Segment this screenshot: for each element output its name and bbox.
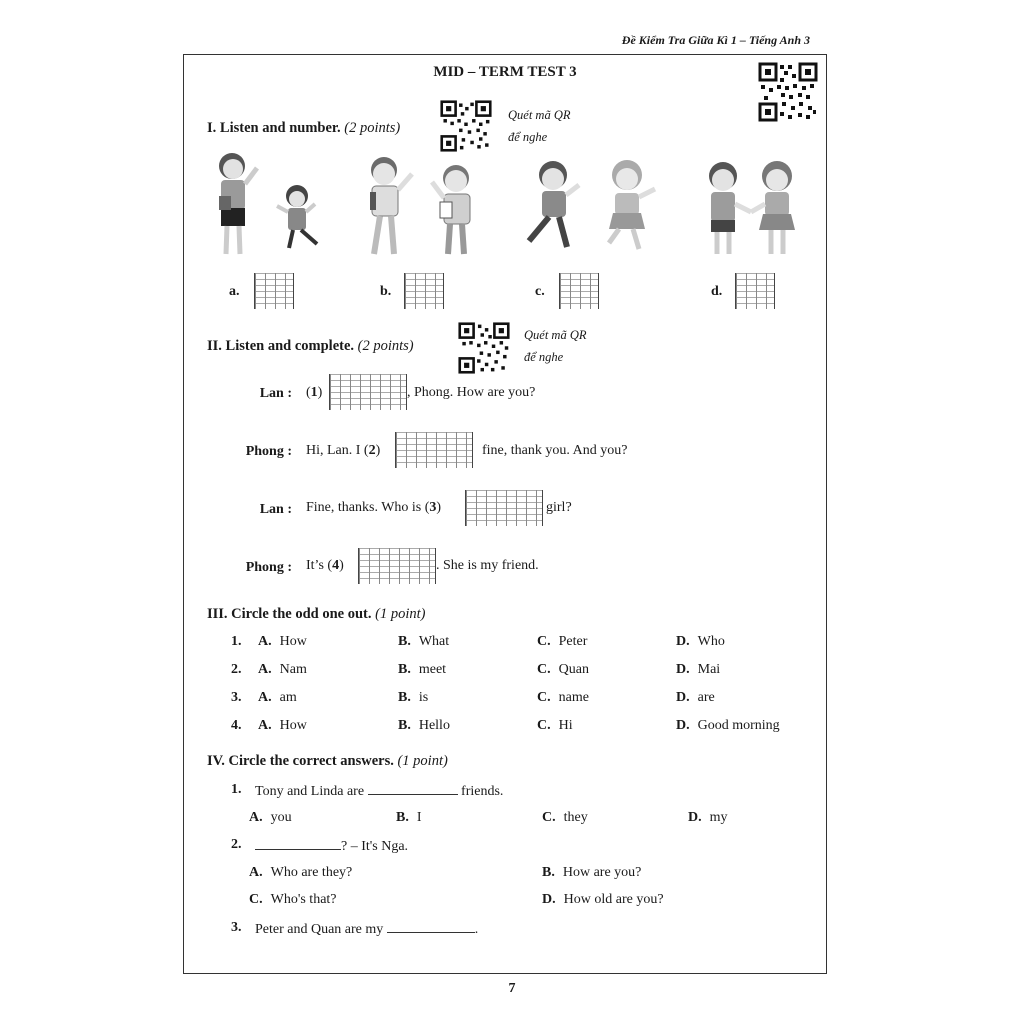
answer-box-a[interactable] xyxy=(254,273,294,309)
section-2-title: II. Listen and complete. xyxy=(207,338,355,354)
question-number: 3. xyxy=(231,920,242,935)
option-text: How xyxy=(279,634,307,649)
option-d[interactable] xyxy=(542,892,664,908)
option-text: Who are they? xyxy=(270,865,353,880)
option-c[interactable] xyxy=(537,718,573,734)
option-letter: C. xyxy=(537,690,551,705)
option-a[interactable] xyxy=(258,690,297,706)
option-a[interactable] xyxy=(249,865,352,881)
option-d[interactable] xyxy=(676,718,780,734)
speaker-lan: Lan : xyxy=(259,502,292,517)
option-letter: B. xyxy=(396,810,409,825)
question-text: Peter and Quan are my xyxy=(255,922,384,937)
option-text: How are you? xyxy=(562,865,642,880)
option-c[interactable] xyxy=(542,810,588,826)
label-b: b. xyxy=(380,284,392,299)
option-b[interactable] xyxy=(398,718,450,734)
option-letter: C. xyxy=(537,634,551,649)
dialogue-text: ( xyxy=(306,385,311,400)
answer-blank[interactable] xyxy=(255,837,341,850)
speaker-lan: Lan : xyxy=(259,386,292,401)
dialogue-text: It’s ( xyxy=(306,558,333,573)
question-text: . xyxy=(474,922,479,937)
section-4-title: IV. Circle the correct answers. xyxy=(207,753,394,769)
question-1-text xyxy=(255,782,503,800)
option-text: Hello xyxy=(418,718,450,733)
option-letter: D. xyxy=(676,634,690,649)
dialogue-line-3-end: girl? xyxy=(546,500,572,515)
option-letter: A. xyxy=(249,810,263,825)
option-text: How old are you? xyxy=(563,892,664,907)
option-letter: B. xyxy=(398,718,411,733)
picture-b-two-boys xyxy=(360,150,485,262)
question-text: friends. xyxy=(461,784,504,799)
answer-box-d[interactable] xyxy=(735,273,775,309)
answer-box-2[interactable] xyxy=(395,432,473,468)
blank-number: 3 xyxy=(429,500,437,515)
section-3-heading xyxy=(207,606,425,623)
test-title: MID – TERM TEST 3 xyxy=(433,64,577,80)
option-text: How xyxy=(279,718,307,733)
option-b[interactable] xyxy=(396,810,422,826)
option-text: meet xyxy=(418,662,447,677)
option-letter: D. xyxy=(688,810,702,825)
option-a[interactable] xyxy=(258,718,307,734)
option-text: Peter xyxy=(558,634,588,649)
question-number: 1. xyxy=(231,634,242,649)
dialogue-text: ) xyxy=(375,443,381,458)
dialogue-line-2 xyxy=(306,443,380,459)
qr-note-line1: Quét mã QR xyxy=(524,328,587,342)
option-b[interactable] xyxy=(398,634,449,650)
qr-note-line1: Quét mã QR xyxy=(508,108,571,122)
picture-a-woman-and-child xyxy=(205,148,335,263)
question-text: ? – It's Nga. xyxy=(341,839,409,854)
answer-box-3[interactable] xyxy=(465,490,543,526)
option-letter: B. xyxy=(398,634,411,649)
qr-note xyxy=(508,104,571,148)
option-text: Who's that? xyxy=(270,892,337,907)
option-letter: B. xyxy=(542,865,555,880)
dialogue-line-2-end: fine, thank you. And you? xyxy=(482,443,628,458)
blank-number: 1 xyxy=(310,385,318,400)
label-a: a. xyxy=(229,284,240,299)
option-letter: B. xyxy=(398,662,411,677)
dialogue-line-1 xyxy=(306,385,322,401)
qr-code-icon xyxy=(458,322,510,374)
option-a[interactable] xyxy=(249,810,292,826)
option-c[interactable] xyxy=(249,892,337,908)
option-text: Who xyxy=(697,634,725,649)
option-letter: A. xyxy=(258,634,272,649)
option-c[interactable] xyxy=(537,634,587,650)
label-d: d. xyxy=(711,284,723,299)
option-b[interactable] xyxy=(398,662,446,678)
option-text: my xyxy=(709,810,728,825)
option-text: What xyxy=(418,634,450,649)
option-letter: D. xyxy=(542,892,556,907)
option-letter: A. xyxy=(258,718,272,733)
question-number: 1. xyxy=(231,782,242,797)
answer-box-b[interactable] xyxy=(404,273,444,309)
option-letter: C. xyxy=(249,892,263,907)
option-text: am xyxy=(279,690,297,705)
option-letter: B. xyxy=(398,690,411,705)
blank-number: 2 xyxy=(368,443,376,458)
option-d[interactable] xyxy=(676,634,725,650)
question-2-text xyxy=(255,837,408,855)
option-letter: D. xyxy=(676,662,690,677)
speaker-phong: Phong : xyxy=(245,560,292,575)
option-b[interactable] xyxy=(398,690,428,706)
option-d[interactable] xyxy=(688,810,728,826)
speaker-phong: Phong : xyxy=(245,444,292,459)
section-2-heading xyxy=(207,338,414,355)
dialogue-line-4-end: . She is my friend. xyxy=(436,558,539,573)
option-text: Good morning xyxy=(697,718,780,733)
option-text: I xyxy=(416,810,422,825)
dialogue-text: ) xyxy=(436,500,442,515)
qr-code-icon xyxy=(440,100,492,152)
option-text: is xyxy=(418,690,429,705)
option-letter: C. xyxy=(537,718,551,733)
question-number: 2. xyxy=(231,837,242,852)
question-number: 2. xyxy=(231,662,242,677)
option-d[interactable] xyxy=(676,662,720,678)
answer-blank[interactable] xyxy=(368,782,458,795)
dialogue-text: Fine, thanks. Who is ( xyxy=(306,500,430,515)
section-4-points: (1 point) xyxy=(397,753,448,769)
question-number: 3. xyxy=(231,690,242,705)
section-1-points: (2 points) xyxy=(344,120,401,136)
section-3-title: III. Circle the odd one out. xyxy=(207,606,372,622)
picture-c-boy-and-girl-waving xyxy=(515,155,665,263)
option-text: are xyxy=(697,690,715,705)
option-text: Nam xyxy=(279,662,307,677)
option-letter: C. xyxy=(542,810,556,825)
option-text: you xyxy=(270,810,292,825)
option-letter: D. xyxy=(676,690,690,705)
section-2-points: (2 points) xyxy=(357,338,414,354)
option-letter: D. xyxy=(676,718,690,733)
question-3-text xyxy=(255,920,478,938)
dialogue-text: ) xyxy=(339,558,344,573)
section-1-heading xyxy=(207,120,400,137)
dialogue-text: ) xyxy=(317,385,323,400)
book-header: Đề Kiểm Tra Giữa Kì 1 – Tiếng Anh 3 xyxy=(621,33,810,47)
option-a[interactable] xyxy=(258,634,307,650)
option-c[interactable] xyxy=(537,662,589,678)
page-number: 7 xyxy=(508,981,516,996)
section-3-points: (1 point) xyxy=(375,606,426,622)
dialogue-line-4 xyxy=(306,558,344,574)
answer-box-4[interactable] xyxy=(358,548,436,584)
qr-code-icon xyxy=(758,62,818,122)
option-letter: A. xyxy=(258,662,272,677)
option-text: Hi xyxy=(558,718,573,733)
option-letter: A. xyxy=(249,865,263,880)
qr-note-line2: để nghe xyxy=(508,130,548,144)
option-letter: C. xyxy=(537,662,551,677)
dialogue-line-1-end: , Phong. How are you? xyxy=(407,385,536,400)
picture-d-children-shaking-hands xyxy=(695,158,810,262)
option-letter: A. xyxy=(258,690,272,705)
dialogue-line-3 xyxy=(306,500,441,516)
option-b[interactable] xyxy=(542,865,641,881)
option-text: Quan xyxy=(558,662,589,677)
option-text: they xyxy=(563,810,588,825)
label-c: c. xyxy=(535,284,545,299)
option-text: name xyxy=(558,690,589,705)
question-text: Tony and Linda are xyxy=(255,784,365,799)
answer-box-1[interactable] xyxy=(329,374,407,410)
option-c[interactable] xyxy=(537,690,589,706)
section-4-heading xyxy=(207,753,448,770)
answer-box-c[interactable] xyxy=(559,273,599,309)
option-text: Mai xyxy=(697,662,721,677)
answer-blank[interactable] xyxy=(387,920,475,933)
blank-number: 4 xyxy=(332,558,340,573)
section-1-title: I. Listen and number. xyxy=(207,120,341,136)
option-a[interactable] xyxy=(258,662,307,678)
question-number: 4. xyxy=(231,718,242,733)
dialogue-text: Hi, Lan. I ( xyxy=(306,443,369,458)
qr-note-line2: để nghe xyxy=(524,350,564,364)
option-d[interactable] xyxy=(676,690,715,706)
qr-note xyxy=(524,324,587,368)
